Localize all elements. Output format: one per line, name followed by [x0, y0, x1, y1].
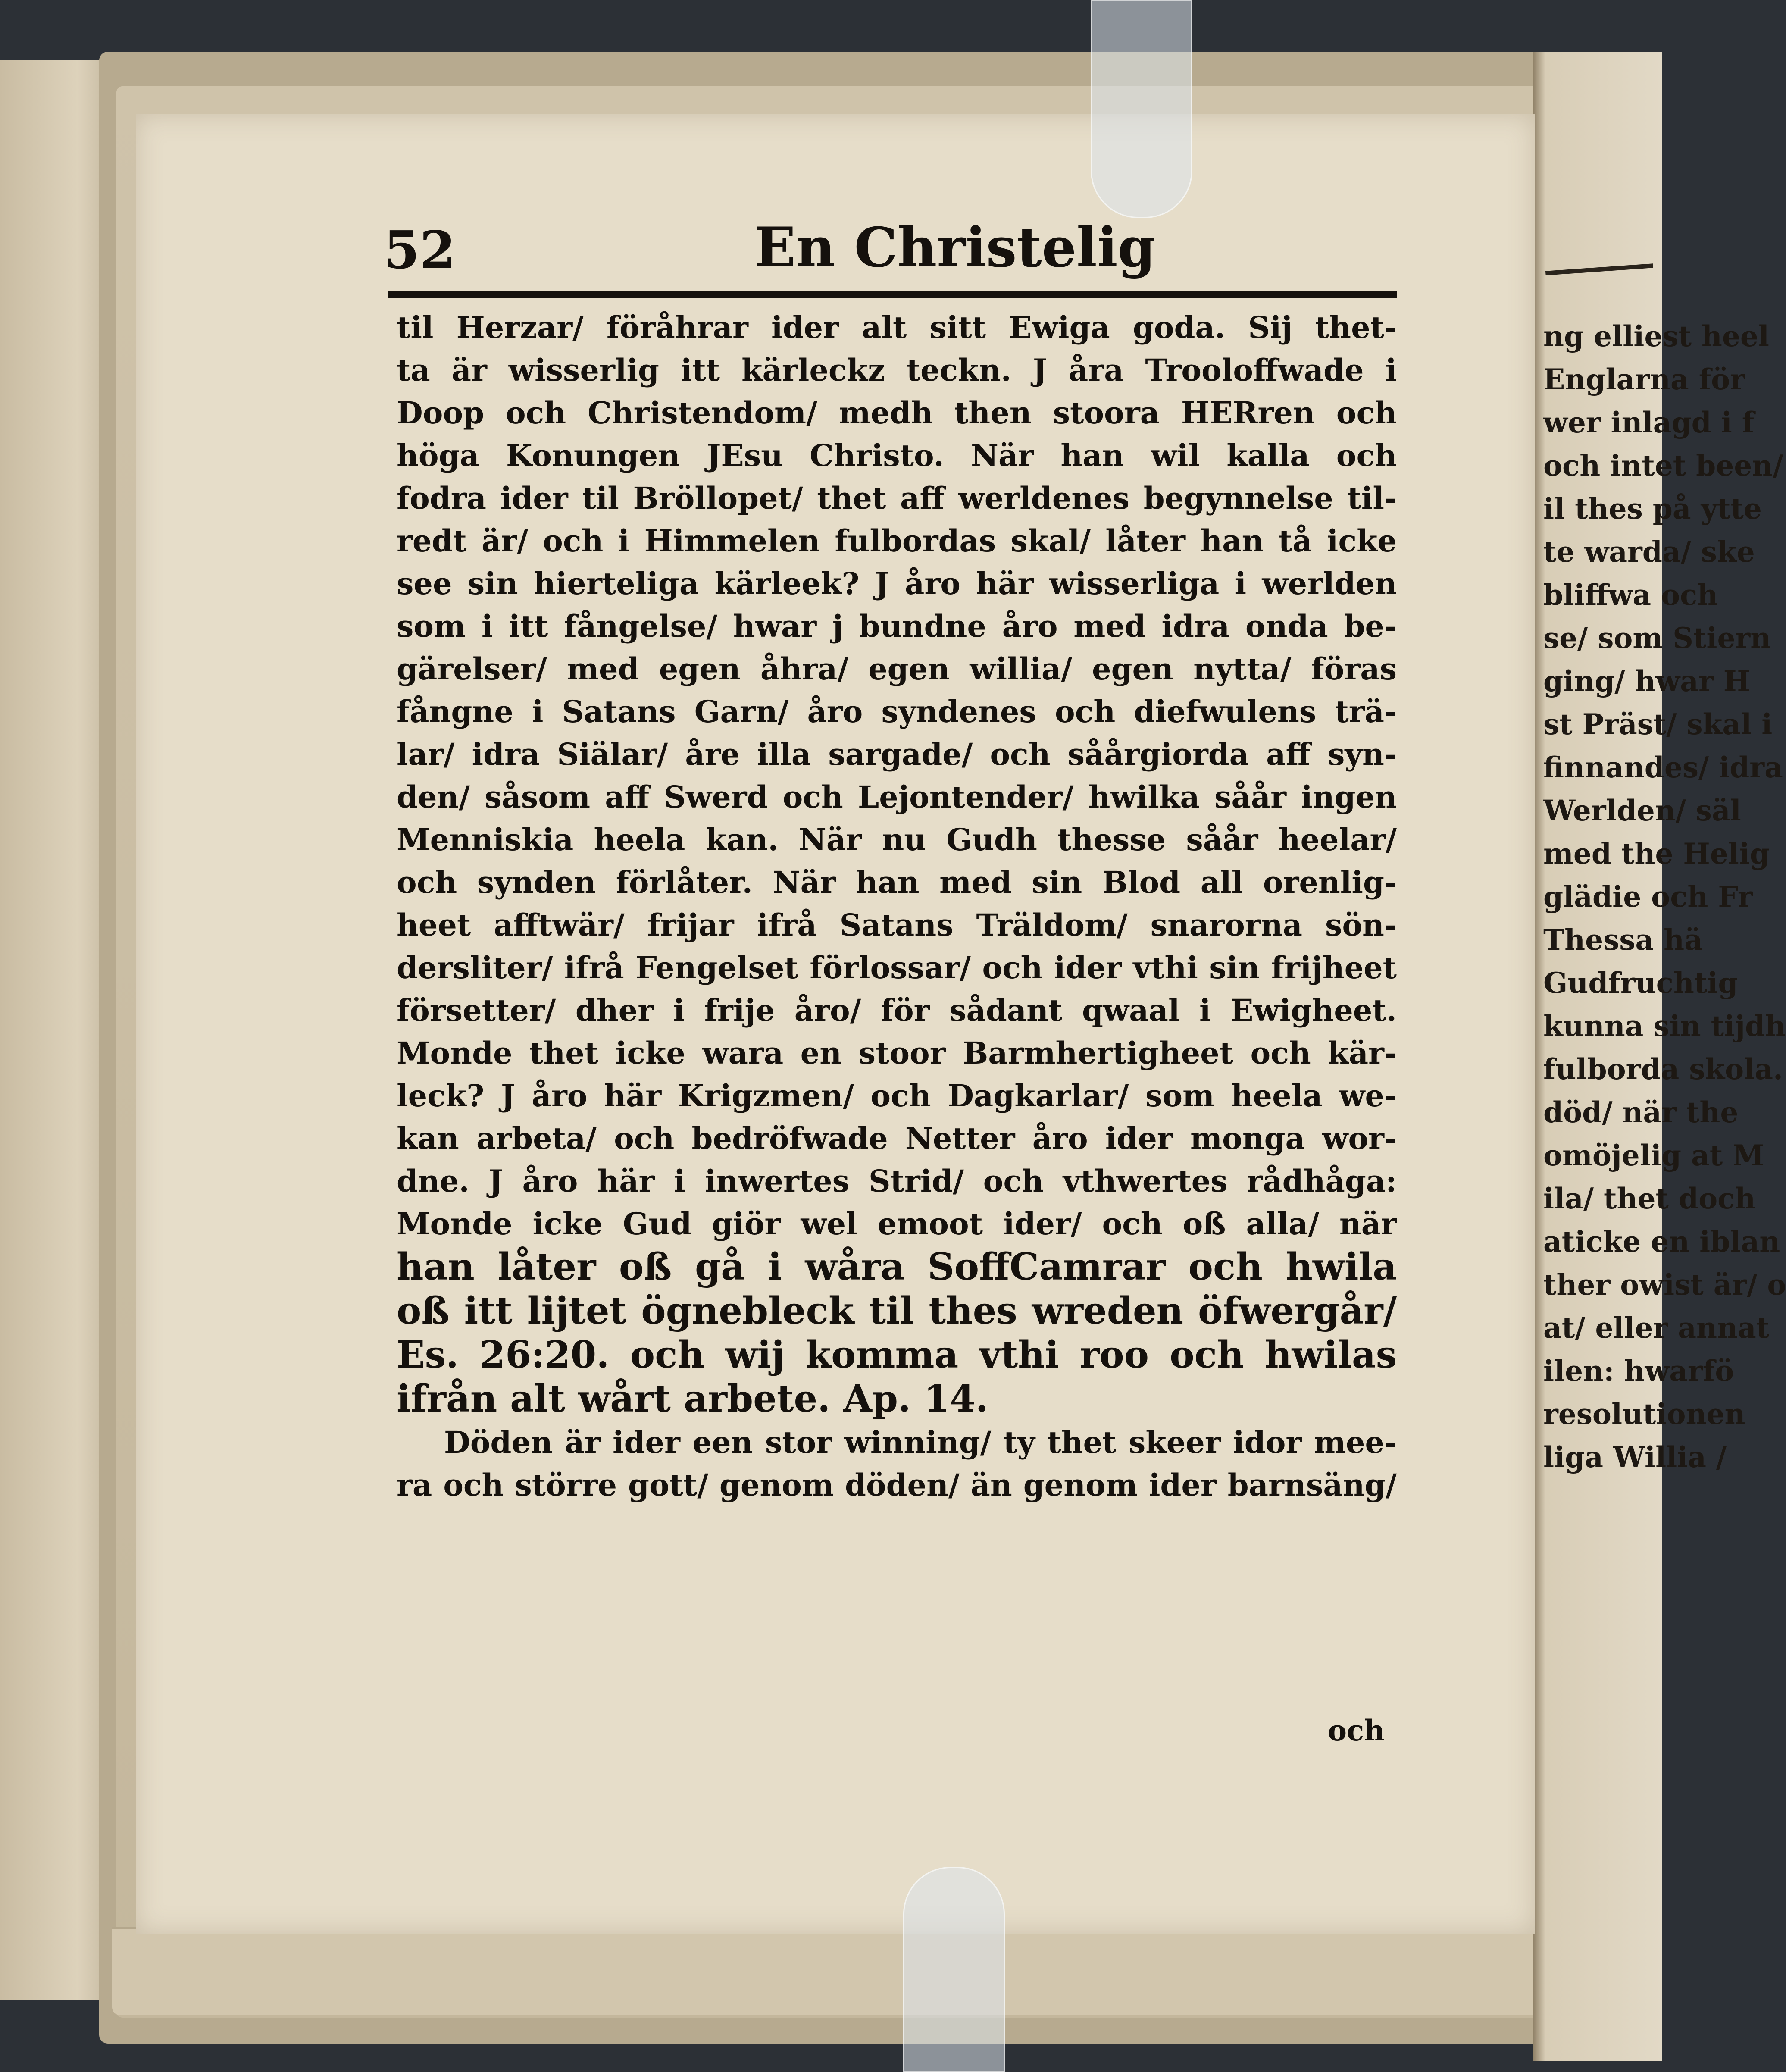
right-page-line: kunna sin tijdh — [1543, 1009, 1786, 1043]
right-page-line: ilen: hwarfö — [1543, 1354, 1734, 1388]
text-line: Monde icke Gud giör wel emoot ider/ och oß alla/ när — [397, 1206, 1397, 1242]
text-line: han låter oß gå i wåra SoffCamrar och hwila — [397, 1245, 1397, 1289]
right-page-line: fulborda skola. — [1543, 1052, 1783, 1086]
page-heading: En Christelig — [754, 216, 1156, 279]
right-page-text — [1543, 315, 1786, 1479]
text-line: ra och större gott/ genom döden/ än genom ider barnsäng/ — [397, 1467, 1397, 1503]
right-page-line: Gudfruchtig — [1543, 966, 1738, 1000]
right-page-line: ng elliest heel — [1543, 319, 1769, 353]
text-line: fodra ider til Bröllopet/ thet aff werldenes begynnelse til- — [397, 480, 1397, 516]
right-page-line: liga Willia / — [1543, 1440, 1727, 1474]
text-line: lar/ idra Siälar/ åre illa sargade/ och såårgiorda aff syn- — [397, 736, 1397, 772]
right-page-line: omöjelig at M — [1543, 1139, 1764, 1172]
right-page-line: och intet been/ — [1543, 449, 1783, 482]
text-line: som i itt fångelse/ hwar j bundne åro med idra onda be- — [397, 608, 1397, 644]
page-text-block — [384, 216, 1397, 1747]
text-line: ta är wisserlig itt kärleckz teckn. J åra Trooloffwade i — [397, 352, 1397, 388]
right-page-line: resolutionen — [1543, 1397, 1745, 1431]
right-page-line: te warda/ ske — [1543, 535, 1755, 569]
right-page-line: Englarna för — [1543, 363, 1745, 396]
text-line: redt är/ och i Himmelen fulbordas skal/ låter han tå icke — [397, 523, 1397, 559]
right-page-line: finnandes/ idra — [1543, 751, 1783, 784]
text-line: see sin hierteliga kärleek? J åro här wisserliga i werlden — [397, 566, 1397, 601]
right-page-line: glädie och Fr — [1543, 880, 1753, 914]
text-line: Monde thet icke wara en stoor Barmhertigheet och kär- — [397, 1035, 1397, 1071]
text-line: ifrån alt wårt arbete. Ap. 14. — [397, 1377, 988, 1421]
right-page-line: bliffwa och — [1543, 578, 1718, 612]
right-page-line: at/ eller annat — [1543, 1311, 1770, 1345]
right-page-line: ging/ hwar H — [1543, 664, 1751, 698]
right-page-line: Werlden/ säl — [1543, 794, 1741, 827]
running-head — [384, 216, 1397, 285]
text-line: Döden är ider een stor winning/ ty thet skeer idor mee- — [444, 1424, 1397, 1460]
bottom-clip — [903, 1867, 1005, 2072]
right-page-line: aticke en iblan — [1543, 1225, 1780, 1258]
top-clip — [1091, 0, 1192, 218]
right-page-line: ila/ thet doch — [1543, 1182, 1756, 1215]
right-page-line: se/ som Stiern — [1543, 621, 1771, 655]
text-line: leck? J åro här Krigzmen/ och Dagkarlar/ som heela we- — [397, 1078, 1397, 1114]
text-line: oß itt lijtet ögnebleck til thes wreden öfwergår/ — [397, 1289, 1397, 1333]
right-page-line: med the Helig — [1543, 837, 1770, 870]
page-bottom-edge — [112, 1927, 1569, 2015]
text-line: heet afftwär/ frijar ifrå Satans Träldom/ snarorna sön- — [397, 907, 1397, 943]
text-line: fångne i Satans Garn/ åro syndenes och diefwulens trä- — [397, 694, 1397, 729]
right-page — [1533, 52, 1786, 2061]
heading-rule — [388, 291, 1397, 298]
right-page-line: st Präst/ skal i — [1543, 707, 1773, 741]
text-line: höga Konungen JEsu Christo. När han wil kalla och — [397, 438, 1397, 473]
text-line: kan arbeta/ och bedröfwade Netter åro ider monga wor- — [397, 1121, 1397, 1156]
text-line: Menniskia heela kan. När nu Gudh thesse såår heelar/ — [397, 822, 1397, 858]
catchword: och — [1328, 1714, 1385, 1747]
page-number: 52 — [384, 220, 456, 281]
right-page-rule — [1545, 263, 1653, 275]
right-page-line: Thessa hä — [1543, 923, 1703, 957]
text-line: Doop och Christendom/ medh then stoora HERren och — [397, 395, 1397, 431]
right-page-line: död/ när the — [1543, 1095, 1739, 1129]
text-line: dne. J åro här i inwertes Strid/ och vthwertes rådhåga: — [397, 1163, 1397, 1199]
body-text — [397, 306, 1397, 1506]
right-page-line: wer inlagd i f — [1543, 406, 1755, 439]
text-line: gärelser/ med egen åhra/ egen willia/ egen nytta/ föras — [397, 651, 1397, 687]
text-line: Es. 26:20. och wij komma vthi roo och hwilas — [397, 1333, 1397, 1377]
text-line: til Herzar/ föråhrar ider alt sitt Ewiga goda. Sij thet- — [397, 310, 1397, 345]
text-line: och synden förlåter. När han med sin Blod all orenlig- — [397, 864, 1397, 900]
text-line: den/ såsom aff Swerd och Lejontender/ hwilka såår ingen — [397, 779, 1397, 815]
text-line: försetter/ dher i frije åro/ för sådant qwaal i Ewigheet. — [397, 992, 1397, 1028]
text-line: dersliter/ ifrå Fengelset förlossar/ och ider vthi sin frijheet — [397, 950, 1397, 986]
right-page-line: ther owist är/ o — [1543, 1268, 1786, 1302]
right-page-line: il thes på ytte — [1543, 492, 1762, 526]
